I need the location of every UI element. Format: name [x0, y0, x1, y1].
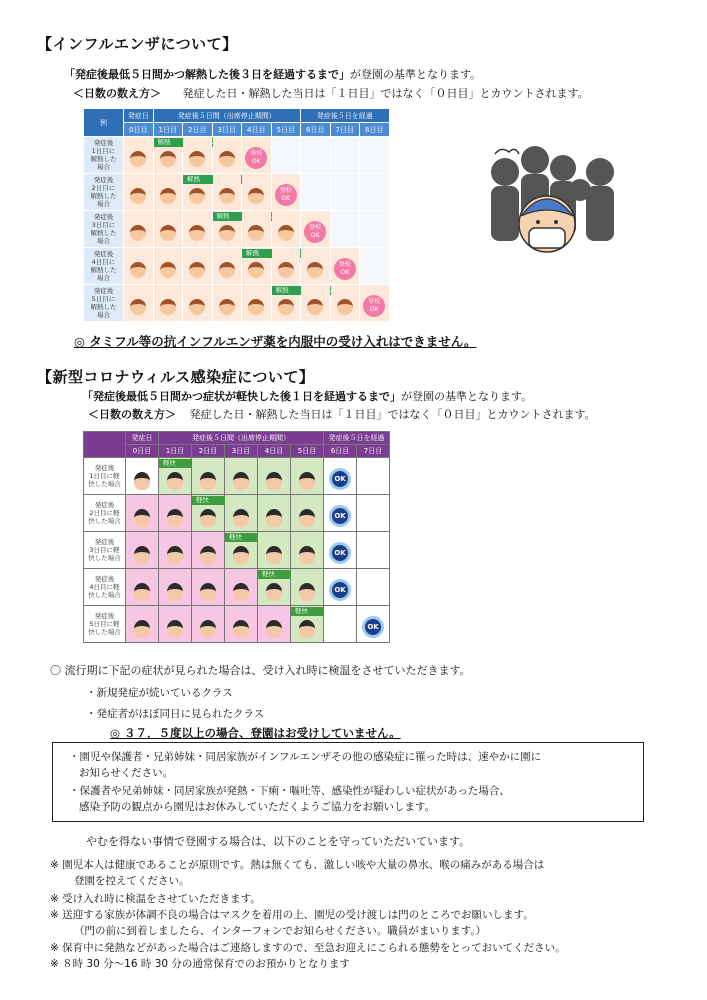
relief-label: 軽快 — [295, 607, 308, 615]
table-row — [84, 495, 390, 532]
day-cell — [258, 532, 291, 569]
attendance-ok-badge: 登校 OK — [275, 184, 297, 206]
day-header: 4日目 — [242, 123, 272, 137]
influenza-count-label: ＜日数の数え方＞ — [73, 87, 161, 100]
child-face-icon — [337, 299, 353, 315]
child-face-icon — [248, 262, 264, 278]
child-icon — [200, 546, 216, 564]
day-cell — [212, 211, 242, 248]
day-cell — [301, 285, 331, 322]
child-face-icon — [219, 225, 235, 241]
ok-badge: OK — [362, 616, 384, 638]
day-cell — [360, 285, 390, 322]
day-cell — [301, 137, 331, 174]
relief-label: 軽快 — [163, 459, 176, 467]
tamiflu-note: ◎ タミフル等の抗インフルエンザ薬を内服中の受け入れはできません。 — [74, 334, 477, 349]
day-cell — [360, 211, 390, 248]
day-cell — [212, 285, 242, 322]
day-cell — [212, 248, 242, 285]
child-face-icon — [219, 188, 235, 204]
day-cell — [126, 569, 159, 606]
day-cell — [159, 532, 192, 569]
sick-child-crowd-illustration — [475, 142, 625, 267]
day-header: 0日目 — [124, 123, 154, 137]
notice-line: 感染予防の観点から園児はお休みしていただくようご協力をお願いします。 — [79, 801, 436, 813]
day-cell — [271, 174, 301, 211]
relief-label: 軽快 — [196, 496, 209, 504]
day-cell — [126, 532, 159, 569]
day-cell — [192, 458, 225, 495]
day-header: 8日目 — [360, 123, 390, 137]
day-cell — [357, 532, 390, 569]
rule-line: ※ ８時 30 分～16 時 30 分の通常保育でのお預かりとなります — [50, 958, 350, 970]
day-cell — [153, 137, 183, 174]
rules-intro: やむを得ない事情で登園する場合は、以下のことを守っていただいています。 — [86, 835, 471, 848]
day-header: 7日目 — [330, 123, 360, 137]
day-cell — [126, 606, 159, 643]
table-row — [84, 137, 390, 174]
day-cell — [242, 211, 272, 248]
day-cell — [242, 174, 272, 211]
day-cell — [291, 495, 324, 532]
table-row — [84, 211, 390, 248]
day-cell — [271, 137, 301, 174]
ok-badge: OK — [329, 505, 351, 527]
day-header: 0日目 — [126, 445, 159, 458]
relief-label: 軽快 — [229, 533, 242, 541]
ok-badge: OK — [329, 542, 351, 564]
child-face-icon — [130, 225, 146, 241]
attendance-ok-badge: 登校 OK — [363, 295, 385, 317]
table-row — [84, 248, 390, 285]
covid-criteria-bold: 「発症後最低５日間かつ症状が軽快した後１日を経過するまで」 — [82, 390, 401, 403]
day-cell — [324, 458, 357, 495]
covid-count-line — [88, 406, 596, 422]
day-cell — [124, 211, 154, 248]
period-header: 発症後５日間（出席停止期間） — [153, 109, 301, 123]
day-cell — [124, 248, 154, 285]
notice-line: お知らせください。 — [79, 767, 174, 779]
fever-label: 解熱 — [275, 286, 289, 294]
day-cell — [330, 174, 360, 211]
onset-header: 発症日 — [126, 432, 159, 445]
child-icon — [167, 472, 183, 490]
day-cell — [330, 285, 360, 322]
child-icon — [266, 546, 282, 564]
day-cell — [225, 606, 258, 643]
row-label: 発症後 3日目に軽 快した場合 — [84, 532, 126, 569]
day-cell — [258, 495, 291, 532]
day-cell — [301, 248, 331, 285]
day-cell — [301, 211, 331, 248]
covid-count-label: ＜日数の数え方＞ — [88, 408, 176, 421]
day-cell — [360, 174, 390, 211]
influenza-day-count-table — [83, 108, 390, 322]
day-cell — [357, 458, 390, 495]
rule-line: ※ 園児本人は健康であることが原則です。熱は無くても、激しい咳や大量の鼻水、喉の痛みがある場合は — [50, 859, 545, 871]
child-face-icon — [130, 151, 146, 167]
influenza-count-line — [73, 85, 589, 101]
table-row — [84, 606, 390, 643]
epidemic-item: ・新規発症が続いているクラス — [86, 687, 233, 699]
day-cell — [153, 285, 183, 322]
period-header: 発症後５日間（出席停止期間） — [159, 432, 324, 445]
row-label: 発症後 3日目に 解熱した 場合 — [84, 211, 124, 248]
child-face-icon — [189, 188, 205, 204]
day-cell — [324, 495, 357, 532]
influenza-count-text: 発症した日・解熱した当日は「１日目」ではなく「０日目」とカウントされます。 — [182, 87, 589, 100]
child-icon — [299, 509, 315, 527]
row-label: 発症後 5日目に軽 快した場合 — [84, 606, 126, 643]
day-cell — [242, 137, 272, 174]
child-icon — [266, 472, 282, 490]
table-row — [84, 458, 390, 495]
ok-badge: OK — [329, 468, 351, 490]
day-cell — [183, 211, 213, 248]
relief-label: 軽快 — [262, 570, 275, 578]
day-cell — [258, 569, 291, 606]
child-icon — [266, 509, 282, 527]
attendance-ok-badge: 登校 OK — [304, 221, 326, 243]
day-cell — [225, 495, 258, 532]
day-cell — [124, 174, 154, 211]
day-cell — [153, 211, 183, 248]
covid-day-count-table — [83, 431, 390, 643]
onset-header: 発症日 — [124, 109, 154, 123]
day-cell — [324, 532, 357, 569]
temperature-note: ◎ ３７．５度以上の場合、登園はお受けしていません。 — [110, 726, 401, 740]
fever-label: 解熱 — [157, 138, 171, 146]
covid-heading: 【新型コロナウィルス感染症について】 — [37, 368, 315, 386]
influenza-criteria-rest: が登園の基準となります。 — [350, 68, 482, 81]
day-cell — [360, 137, 390, 174]
day-cell — [271, 285, 301, 322]
day-cell — [242, 285, 272, 322]
day-cell — [159, 458, 192, 495]
child-face-icon — [130, 188, 146, 204]
child-icon — [200, 509, 216, 527]
day-cell — [183, 137, 213, 174]
child-face-icon — [189, 262, 205, 278]
day-cell — [301, 174, 331, 211]
child-icon — [134, 546, 150, 564]
day-header: 6日目 — [324, 445, 357, 458]
rule-line: （門の前に到着しましたら、インターフォンでお知らせください。職員がまいります。） — [74, 925, 487, 937]
child-icon — [134, 583, 150, 601]
child-icon — [134, 472, 150, 490]
child-face-icon — [248, 188, 264, 204]
child-face-icon — [130, 262, 146, 278]
rule-line: ※ 受け入れ時に検温をさせていただきます。 — [50, 893, 261, 905]
epidemic-item: ・発症者がほぼ同日に見られたクラス — [86, 708, 265, 720]
attendance-ok-badge: 登校 OK — [334, 258, 356, 280]
day-cell — [192, 569, 225, 606]
child-face-icon — [219, 299, 235, 315]
child-face-icon — [248, 299, 264, 315]
day-cell — [360, 248, 390, 285]
child-face-icon — [130, 299, 146, 315]
day-cell — [242, 248, 272, 285]
fever-label: 解熱 — [216, 212, 230, 220]
day-header: 1日目 — [159, 445, 192, 458]
day-cell — [126, 495, 159, 532]
table-corner: 例 — [84, 109, 124, 137]
day-cell — [330, 137, 360, 174]
fever-label: 解熱 — [187, 175, 200, 183]
day-cell — [159, 569, 192, 606]
child-face-icon — [219, 151, 235, 167]
day-cell — [124, 285, 154, 322]
influenza-criteria — [64, 66, 481, 82]
row-label: 発症後 5日目に 解熱した 場合 — [84, 285, 124, 322]
day-cell — [324, 569, 357, 606]
day-cell — [192, 532, 225, 569]
day-header: 5日目 — [291, 445, 324, 458]
day-cell — [183, 248, 213, 285]
child-face-icon — [160, 151, 176, 167]
day-cell — [271, 248, 301, 285]
child-face-icon — [248, 225, 264, 241]
influenza-criteria-bold: 「発症後最低５日間かつ解熱した後３日を経過するまで」 — [64, 68, 350, 81]
child-face-icon — [160, 225, 176, 241]
child-face-icon — [307, 299, 323, 315]
day-cell — [271, 211, 301, 248]
day-header: 4日目 — [258, 445, 291, 458]
child-icon — [233, 509, 249, 527]
child-icon — [299, 583, 315, 601]
day-cell — [124, 137, 154, 174]
day-cell — [192, 606, 225, 643]
child-face-icon — [189, 299, 205, 315]
row-label: 発症後 2日目に 解熱した 場合 — [84, 174, 124, 211]
child-icon — [167, 583, 183, 601]
day-cell — [357, 569, 390, 606]
day-cell — [291, 458, 324, 495]
child-icon — [233, 583, 249, 601]
table-corner — [84, 432, 126, 458]
day-cell — [183, 174, 213, 211]
covid-criteria-rest: が登園の基準となります。 — [401, 390, 533, 403]
child-face-icon — [189, 151, 205, 167]
day-cell — [153, 174, 183, 211]
day-header: 3日目 — [225, 445, 258, 458]
table-row — [84, 532, 390, 569]
child-face-icon — [160, 299, 176, 315]
day-header: 2日目 — [183, 123, 213, 137]
child-icon — [167, 620, 183, 638]
fever-label: 解熱 — [246, 249, 259, 257]
day-cell — [357, 495, 390, 532]
child-face-icon — [160, 188, 176, 204]
row-label: 発症後 2日目に軽 快した場合 — [84, 495, 126, 532]
day-cell — [126, 458, 159, 495]
child-icon — [134, 620, 150, 638]
child-icon — [266, 620, 282, 638]
child-icon — [167, 546, 183, 564]
child-icon — [167, 509, 183, 527]
child-face-icon — [189, 225, 205, 241]
day-header: 3日目 — [212, 123, 242, 137]
day-cell — [357, 606, 390, 643]
day-cell — [159, 606, 192, 643]
covid-criteria — [82, 388, 532, 404]
ok-badge: OK — [329, 579, 351, 601]
covid-count-text: 発症した日・解熱した当日は「１日目」ではなく「０日目」とカウントされます。 — [189, 408, 596, 421]
child-icon — [233, 620, 249, 638]
table-row — [84, 285, 390, 322]
attendance-ok-badge: 登校 OK — [245, 147, 267, 169]
day-cell — [330, 211, 360, 248]
row-label: 発症後 1日目に 解熱した 場合 — [84, 137, 124, 174]
day-cell — [212, 137, 242, 174]
day-cell — [291, 569, 324, 606]
child-face-icon — [160, 262, 176, 278]
child-icon — [266, 583, 282, 601]
influenza-heading: 【インフルエンザについて】 — [37, 35, 238, 53]
rule-line: 登園を控えてください。 — [74, 875, 190, 887]
day-header: 1日目 — [153, 123, 183, 137]
day-cell — [225, 532, 258, 569]
row-label: 発症後 1日目に軽 快した場合 — [84, 458, 126, 495]
rule-line: ※ 保育中に発熱などがあった場合はご連絡しますので、至急お迎えにこられる態勢をとっておいてください。 — [50, 942, 566, 954]
notice-line: ・保護者や兄弟姉妹・同居家族が発熱・下痢・嘔吐等、感染性が疑わしい症状があった場合、 — [69, 785, 510, 797]
day-cell — [153, 248, 183, 285]
day-cell — [291, 606, 324, 643]
day-header: 2日目 — [192, 445, 225, 458]
day-cell — [225, 458, 258, 495]
child-icon — [299, 546, 315, 564]
table-row — [84, 569, 390, 606]
day-cell — [225, 569, 258, 606]
day-header: 7日目 — [357, 445, 390, 458]
child-icon — [233, 546, 249, 564]
day-header: 6日目 — [301, 123, 331, 137]
child-face-icon — [278, 262, 294, 278]
day-header: 5日目 — [271, 123, 301, 137]
child-icon — [200, 472, 216, 490]
epidemic-intro: 〇 流行期に下記の症状が見られた場合は、受け入れ時に検温をさせていただきます。 — [50, 664, 471, 677]
day-cell — [291, 532, 324, 569]
child-icon — [233, 472, 249, 490]
day-cell — [324, 606, 357, 643]
day-cell — [212, 174, 242, 211]
after-header: 発症後５日を経過 — [324, 432, 390, 445]
day-cell — [258, 458, 291, 495]
child-icon — [134, 509, 150, 527]
child-face-icon — [219, 262, 235, 278]
child-face-icon — [278, 299, 294, 315]
notice-line: ・園児や保護者・兄弟姉妹・同居家族がインフルエンザその他の感染症に罹った時は、速やかに園に — [69, 751, 542, 763]
after-header: 発症後５日を経過 — [301, 109, 390, 123]
notice-box — [52, 742, 644, 822]
child-icon — [299, 620, 315, 638]
day-cell — [183, 285, 213, 322]
child-face-icon — [278, 225, 294, 241]
day-cell — [258, 606, 291, 643]
child-icon — [200, 583, 216, 601]
child-icon — [299, 472, 315, 490]
table-row — [84, 174, 390, 211]
child-icon — [200, 620, 216, 638]
row-label: 発症後 4日目に軽 快した場合 — [84, 569, 126, 606]
day-cell — [192, 495, 225, 532]
row-label: 発症後 4日目に 解熱した 場合 — [84, 248, 124, 285]
day-cell — [330, 248, 360, 285]
rule-line: ※ 送迎する家族が体調不良の場合はマスクを着用の上、園児の受け渡しは門のところでお願いします。 — [50, 909, 534, 921]
child-face-icon — [307, 262, 323, 278]
day-cell — [159, 495, 192, 532]
